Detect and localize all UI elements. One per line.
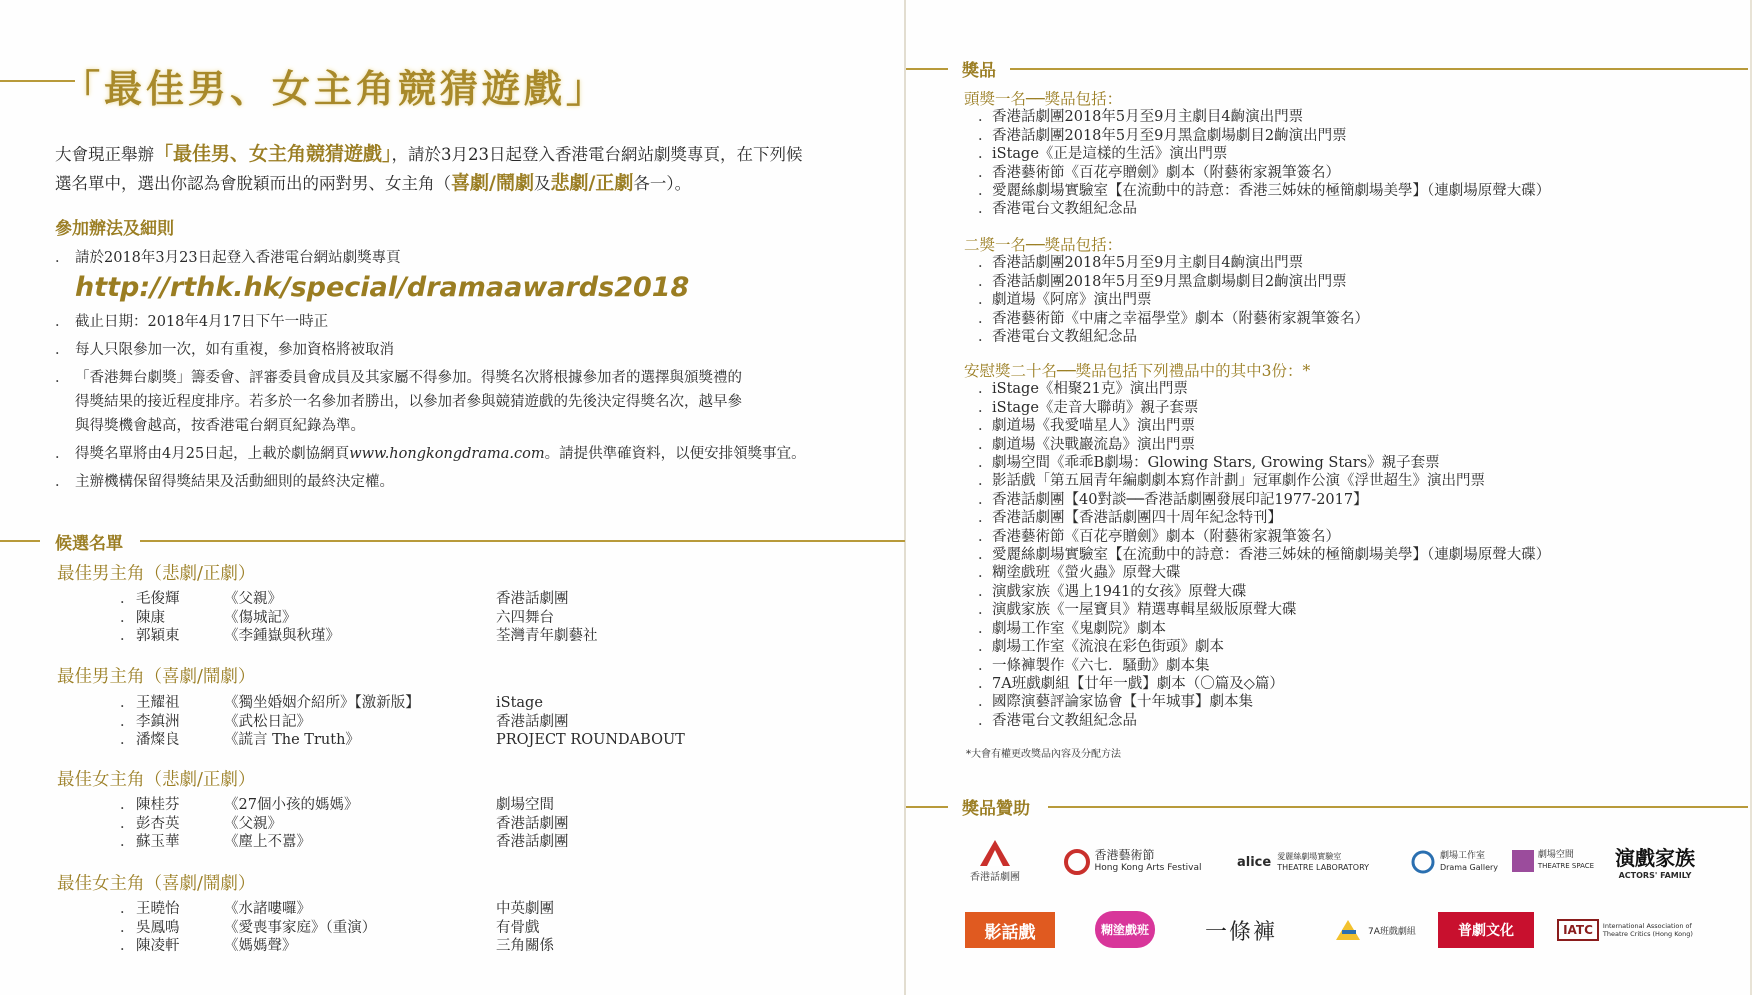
nominee-name: 毛俊輝 (136, 591, 180, 607)
sponsor-sublabel: ACTORS' FAMILY (1618, 871, 1692, 880)
sponsor-label: 糊塗戲班 (1095, 911, 1155, 948)
bullet: ． (55, 314, 70, 330)
prize-text: 劇場工作室《流浪在彩色街頭》劇本 (992, 639, 1224, 656)
drama-gallery-logo (1404, 840, 1504, 884)
consolation-prize (964, 362, 1550, 730)
nominee-name: 王耀祖 (136, 695, 180, 711)
rule-text: 主辦機構保留得獎結果及活動細則的最終決定權。 (75, 474, 394, 490)
nominee-company: 荃灣青年劇藝社 (496, 628, 598, 644)
prize-text: 演戲家族《一屋寶貝》精選專輯星級版原聲大碟 (992, 602, 1297, 619)
prize-text: 糊塗戲班《螢火蟲》原聲大碟 (992, 565, 1181, 582)
rule-text-part: 得獎名單將由4月25日起，上載於劇協網頁 (75, 446, 350, 462)
rule-item (55, 470, 855, 494)
prize-text: 香港話劇團2018年5月至9月主劇目4齣演出門票 (992, 255, 1304, 272)
bullet: ． (978, 399, 993, 416)
second-prize (964, 236, 1369, 346)
intro-text: 大會現正舉辦 (55, 145, 154, 164)
prize-item (964, 182, 1550, 200)
sponsor-sublabel: Hong Kong Arts Festival (1094, 863, 1202, 873)
prize-item (964, 509, 1550, 527)
nominee-play: 《父親》 (224, 591, 282, 607)
bullet: ． (978, 255, 993, 272)
bullet: ． (978, 639, 993, 656)
nominee-name: 彭杏英 (136, 815, 180, 832)
bullet: ． (978, 694, 993, 711)
prize-text: 香港藝術節《百花亭贈劍》劇本（附藝術家親筆簽名） (992, 164, 1340, 181)
intro-paragraph (55, 140, 845, 198)
prize-text: 劇道場《阿席》演出門票 (992, 292, 1152, 309)
bullet: ． (120, 815, 135, 832)
prize-item (964, 200, 1550, 218)
bullet: ． (120, 695, 135, 711)
rule-text: 得獎結果的接近程度排序。若多於一名參加者勝出，以參加者參與競猜遊戲的先後決定得獎名次，越早參 (75, 394, 742, 410)
bullet: ． (120, 797, 135, 813)
rule-text: 請於2018年3月23日起登入香港電台網站劇獎專頁 (75, 250, 401, 266)
prize-item (964, 310, 1369, 328)
bullet: ． (120, 628, 135, 644)
prize-item (964, 127, 1550, 145)
bullet: ． (55, 342, 70, 358)
prize-item (964, 380, 1550, 398)
intro-text: ，請於3月23日起登入香港電台網站劇獎專頁，在下列候 (391, 145, 803, 164)
nominee-play: 《水諸嘍囉》 (224, 901, 311, 917)
bullet: ． (978, 528, 993, 545)
prize-text: 劇場工作室《鬼劇院》劇本 (992, 620, 1166, 637)
prize-text: 演戲家族《遇上1941的女孩》原聲大碟 (992, 583, 1247, 600)
prize-item (964, 472, 1550, 490)
sponsor-label: 劇場工作室 (1439, 851, 1485, 861)
intro-text: 選名單中，選出你認為會脫穎而出的兩對男、女主角（ (55, 174, 451, 193)
bullet: ． (55, 370, 70, 386)
nominees-heading: 候選名單 (55, 534, 123, 554)
prize-text: 7A班戲劇組【廿年一戲】劇本（〇篇及◇篇） (992, 675, 1284, 692)
prize-text: iStage《走音大聯萌》親子套票 (992, 399, 1199, 416)
category-title: 最佳男主角（悲劇/正劇） (57, 564, 256, 584)
nominee-play: 《謊言 The Truth》 (224, 732, 360, 748)
bullet: ． (978, 657, 993, 674)
category-title: 最佳男主角（喜劇/鬧劇） (57, 667, 256, 687)
sponsor-label: alice (1236, 854, 1272, 870)
bullet: ． (978, 201, 993, 218)
prize-item (964, 564, 1550, 582)
repertory-mark-icon (975, 838, 1015, 868)
bullet: ． (55, 446, 70, 462)
bullet: ． (978, 712, 993, 729)
arts-festival-mark-icon (1064, 849, 1090, 875)
nominee-company: 有骨戲 (496, 919, 540, 936)
bullet: ． (55, 474, 70, 490)
7a-mark-icon (1334, 918, 1364, 942)
sponsor-label: 7A班戲劇組 (1368, 926, 1416, 937)
rules-heading: 參加辦法及細則 (55, 219, 174, 239)
first-prize (964, 90, 1550, 219)
rule-item (55, 246, 855, 306)
nominee-company: 香港話劇團 (496, 815, 569, 832)
sponsor-label: 香港藝術節 (1094, 848, 1155, 862)
nominee-company: 六四舞台 (496, 609, 554, 626)
bullet: ． (120, 713, 135, 730)
bullet: ． (978, 329, 993, 346)
prize-text: 影話戲「第五屆青年編劇劇本寫作計劃」冠軍劇作公演《浮世超生》演出門票 (992, 473, 1485, 490)
nominee-company: 香港話劇團 (496, 591, 569, 607)
prize-item (964, 638, 1550, 656)
rule-item (55, 366, 855, 438)
nominee-play: 《愛喪事家庭》（重演） (224, 919, 377, 936)
nominee-name: 潘燦良 (136, 732, 180, 748)
nominee-company: 中英劇團 (496, 901, 554, 917)
prizes-heading: 獎品 (962, 61, 996, 81)
prize-item (964, 328, 1369, 346)
cinematic-theatre-logo (965, 912, 1055, 948)
prize-item (964, 546, 1550, 564)
rule-text: 與得獎機會越高，按香港電台網頁紀錄為準。 (75, 418, 365, 434)
prize-item (964, 528, 1550, 546)
intro-highlight: 喜劇/鬧劇 (451, 172, 534, 194)
page-title: 「最佳男、女主角競猜遊戲」 (62, 66, 609, 111)
prize-text: 劇道場《決戰巖流島》演出門票 (992, 436, 1195, 453)
prize-item (964, 164, 1550, 182)
prize-text: 國際演藝評論家協會【十年城事】劇本集 (992, 694, 1253, 711)
nominee-name: 吳鳳鳴 (136, 919, 180, 936)
bullet: ． (978, 675, 993, 692)
nominee-company: 香港話劇團 (496, 834, 569, 850)
bullet: ． (978, 292, 993, 309)
prize-item (964, 436, 1550, 454)
prize-text: iStage《正是這樣的生活》演出門票 (992, 146, 1228, 163)
bullet: ． (978, 455, 993, 472)
prize-text: iStage《相聚21克》演出門票 (992, 381, 1188, 398)
7a-drama-group-logo (1320, 910, 1430, 950)
prize-text: 劇道場《我愛喵星人》演出門票 (992, 418, 1195, 435)
bullet: ． (978, 127, 993, 144)
prize-item (964, 417, 1550, 435)
nominees-rule-left (0, 540, 40, 542)
intro-highlight: 悲劇/正劇 (550, 172, 634, 194)
prize-heading: 二獎一名──獎品包括： (964, 236, 1123, 254)
prizes-rule-left (906, 68, 948, 70)
bullet: ． (978, 436, 993, 453)
prize-text: 愛麗絲劇場實驗室【在流動中的詩意：香港三姊妹的極簡劇場美學】（連劇場原聲大碟） (992, 183, 1551, 200)
nominee-play: 《27個小孩的媽媽》 (224, 797, 359, 813)
bullet: ． (978, 620, 993, 637)
prize-text: 香港話劇團【香港話劇團四十周年紀念特刊】 (992, 510, 1282, 527)
bullet: ． (978, 547, 993, 564)
prize-text: 香港話劇團2018年5月至9月黑盒劇場劇目2齣演出門票 (992, 127, 1347, 144)
bullet: ． (120, 919, 135, 936)
prize-text: 香港話劇團2018年5月至9月黑盒劇場劇目2齣演出門票 (992, 273, 1347, 290)
nominee-play: 《獨坐婚姻介紹所》【激新版】 (224, 695, 420, 711)
rule-text: 截止日期：2018年4月17日下午一時正 (75, 314, 329, 330)
nominee-play: 《塵上不囂》 (224, 834, 311, 850)
sponsor-label: 普劇文化 (1458, 923, 1514, 939)
sponsor-sublabel: International Association of Theatre Critics (Hong Kong) (1602, 922, 1693, 938)
nominee-play: 《李鍾嶽與秋瑾》 (224, 628, 340, 644)
nominee-company: iStage (496, 695, 543, 711)
bullet: ． (120, 732, 135, 748)
nominee-play: 《媽媽聲》 (224, 938, 297, 954)
prize-item (964, 254, 1369, 272)
actors-family-logo (1612, 836, 1698, 886)
bullet: ． (978, 273, 993, 290)
hk-arts-festival-logo (1058, 840, 1208, 884)
prize-text: 一條褲製作《六七．騷動》劇本集 (992, 657, 1210, 674)
sponsor-label: 劇場空間 (1537, 850, 1574, 860)
bullet: ． (978, 183, 993, 200)
bullet: ． (55, 250, 70, 266)
hoodwink-theatre-logo (1090, 904, 1160, 954)
bullet: ． (120, 834, 135, 850)
bullet: ． (978, 381, 993, 398)
one-pant-production-logo (1186, 912, 1296, 948)
bullet: ． (978, 146, 993, 163)
prize-text: 香港電台文教組紀念品 (992, 712, 1137, 729)
intro-line-1 (55, 140, 845, 169)
rule-text: 「香港舞台劇獎」籌委會、評審委員會成員及其家屬不得參加。得獎名次將根據參加者的選擇與頒獎禮的 (75, 370, 742, 386)
bullet: ． (978, 491, 993, 508)
sponsor-label: 演戲家族 (1615, 846, 1695, 870)
sponsors-rule-right (1048, 806, 1748, 808)
bullet: ． (978, 583, 993, 600)
bullet: ． (120, 591, 135, 607)
nominee-play: 《傷城記》 (224, 609, 297, 626)
bullet: ． (978, 109, 993, 126)
category-title: 最佳女主角（悲劇/正劇） (57, 770, 256, 790)
prize-text: 香港話劇團2018年5月至9月主劇目4齣演出門票 (992, 109, 1304, 126)
bullet: ． (978, 164, 993, 181)
sponsor-label: 影話戲 (984, 922, 1036, 943)
prize-item (964, 454, 1550, 472)
sponsors-rule-left (906, 806, 948, 808)
rule-item (55, 338, 855, 362)
rule-item (55, 442, 855, 466)
alice-theatre-lab-logo (1228, 842, 1378, 882)
rules-list (55, 246, 855, 498)
prize-item (964, 491, 1550, 509)
bullet: ． (978, 310, 993, 327)
nominee-name: 王曉怡 (136, 901, 180, 917)
theatre-space-mark-icon (1512, 850, 1534, 872)
category-title: 最佳女主角（喜劇/鬧劇） (57, 874, 256, 894)
rule-text (75, 442, 855, 466)
bullet: ． (978, 565, 993, 582)
sponsor-sublabel: THEATRE LABORATORY (1277, 863, 1370, 872)
intro-line-2 (55, 169, 845, 198)
prize-text: 香港藝術節《百花亭贈劍》劇本（附藝術家親筆簽名） (992, 528, 1340, 545)
prize-text: 劇場空間《乖乖B劇場：Glowing Stars, Growing Stars》親子套票 (992, 455, 1440, 472)
intro-text: 各一）。 (633, 174, 692, 193)
bullet: ． (978, 510, 993, 527)
nominee-company: 三角關係 (496, 938, 554, 954)
sponsor-sublabel: THEATRE SPACE (1537, 862, 1595, 870)
chasing-culture-logo (1438, 912, 1534, 948)
prizes-rule-right (1010, 68, 1748, 70)
prize-item (964, 273, 1369, 291)
nominee-name: 蘇玉華 (136, 834, 180, 850)
prize-item (964, 657, 1550, 675)
rule-item (55, 310, 855, 334)
sponsor-label: 一條褲 (1204, 919, 1277, 945)
nominee-name: 陳凌軒 (136, 938, 180, 954)
sponsors-heading: 獎品贊助 (962, 799, 1030, 819)
rthk-url-link[interactable]: http://rthk.hk/special/dramaawards2018 (75, 272, 690, 303)
nominee-name: 陳桂芬 (136, 797, 180, 813)
bullet: ． (120, 938, 135, 954)
prize-text: 愛麗絲劇場實驗室【在流動中的詩意：香港三姊妹的極簡劇場美學】（連劇場原聲大碟） (992, 547, 1551, 564)
iatc-logo (1550, 912, 1710, 948)
nominee-name: 陳康 (136, 609, 165, 626)
prize-item (964, 712, 1550, 730)
rule-text-part: 。請提供準確資料，以便安排領獎事宜。 (544, 446, 806, 462)
nominee-company: PROJECT ROUNDABOUT (496, 732, 685, 748)
nominee-play: 《武松日記》 (224, 713, 311, 730)
nominees-rule-right (140, 540, 905, 542)
drama-gallery-mark-icon (1410, 849, 1436, 875)
prize-text: 香港話劇團【40對談──香港話劇團發展印記1977-2017】 (992, 491, 1368, 508)
rule-text: 每人只限參加一次，如有重複，參加資格將被取消 (75, 342, 394, 358)
prize-item (964, 145, 1550, 163)
prize-heading: 頭獎一名──獎品包括： (964, 90, 1123, 108)
sponsor-sublabel: Drama Gallery (1439, 863, 1499, 872)
prize-item (964, 399, 1550, 417)
prize-item (964, 693, 1550, 711)
website-link[interactable]: www.hongkongdrama.com (349, 446, 545, 462)
prize-item (964, 675, 1550, 693)
intro-highlight: 「最佳男、女主角競猜遊戲」 (154, 143, 392, 165)
hk-repertory-theatre-logo (955, 830, 1035, 890)
nominee-name: 郭穎東 (136, 628, 180, 644)
intro-text: 及 (533, 174, 551, 193)
prize-item (964, 620, 1550, 638)
bullet: ． (978, 473, 993, 490)
bullet: ． (120, 609, 135, 626)
prize-item (964, 601, 1550, 619)
prize-text: 香港電台文教組紀念品 (992, 329, 1137, 346)
prize-item (964, 291, 1369, 309)
prize-heading: 安慰獎二十名──獎品包括下列禮品中的其中3份：* (964, 362, 1311, 380)
prize-text: 香港藝術節《中庸之幸福學堂》劇本（附藝術家親筆簽名） (992, 310, 1369, 327)
theatre-space-logo (1508, 838, 1598, 884)
sponsor-label: 香港話劇團 (970, 871, 1020, 883)
nominee-company: 香港話劇團 (496, 713, 569, 730)
bullet: ． (120, 901, 135, 917)
prize-item (964, 108, 1550, 126)
nominee-company: 劇場空間 (496, 797, 554, 813)
prize-item (964, 583, 1550, 601)
sponsor-label: 愛麗絲劇場實驗室 (1277, 852, 1342, 861)
bullet: ． (978, 602, 993, 619)
prize-text: 香港電台文教組紀念品 (992, 201, 1137, 218)
bullet: ． (978, 418, 993, 435)
footnote: *大會有權更改獎品內容及分配方法 (966, 749, 1121, 760)
nominee-play: 《父親》 (224, 815, 282, 832)
sponsor-label: IATC (1557, 919, 1599, 941)
nominee-name: 李鎮洲 (136, 713, 180, 730)
page-fold (904, 0, 906, 995)
